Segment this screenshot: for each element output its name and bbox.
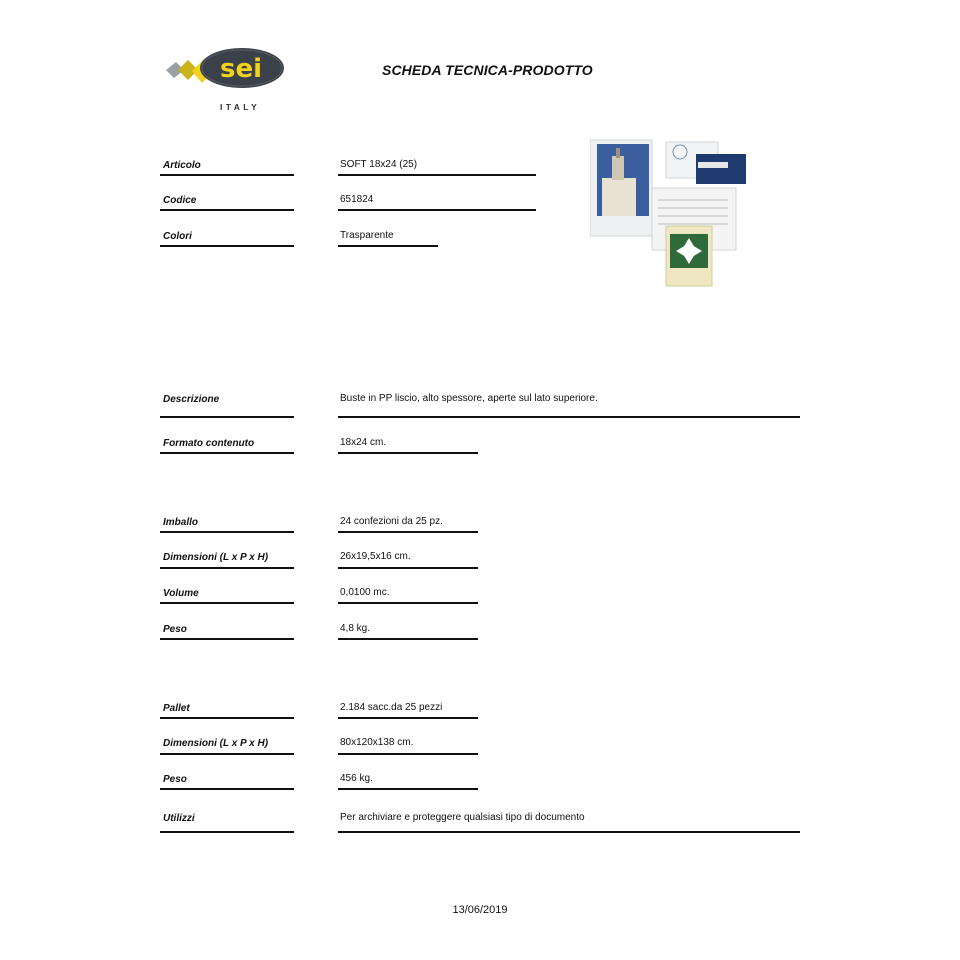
rule-value-volume xyxy=(338,602,478,604)
rule-label-peso-imballo xyxy=(160,638,294,640)
value-descrizione: Buste in PP liscio, alto spessore, aperte sul lato superiore. xyxy=(340,393,598,404)
label-volume: Volume xyxy=(163,588,199,599)
label-formato-contenuto: Formato contenuto xyxy=(163,438,255,449)
rule-label-pallet xyxy=(160,717,294,719)
rule-label-codice xyxy=(160,209,294,211)
rule-value-descrizione xyxy=(338,416,800,418)
rule-label-utilizzi xyxy=(160,831,294,833)
rule-label-imballo xyxy=(160,531,294,533)
rule-value-imballo xyxy=(338,531,478,533)
rule-value-dimensioni-imballo xyxy=(338,567,478,569)
label-descrizione: Descrizione xyxy=(163,394,220,405)
value-imballo: 24 confezioni da 25 pz. xyxy=(340,516,443,527)
rule-value-peso-pallet xyxy=(338,788,478,790)
rule-label-colori xyxy=(160,245,294,247)
rule-label-dimensioni-imballo xyxy=(160,567,294,569)
value-formato-contenuto: 18x24 cm. xyxy=(340,437,387,448)
label-peso-pallet: Peso xyxy=(163,774,187,785)
rule-value-dimensioni-pallet xyxy=(338,753,478,755)
value-pallet: 2.184 sacc.da 25 pezzi xyxy=(340,702,443,713)
rule-value-colori xyxy=(338,245,438,247)
label-dimensioni-pallet: Dimensioni (L x P x H) xyxy=(163,738,269,749)
product-photo xyxy=(590,138,750,288)
rule-value-formato xyxy=(338,452,478,454)
rule-value-codice xyxy=(338,209,536,211)
value-utilizzi: Per archiviare e proteggere qualsiasi tipo di documento xyxy=(340,812,585,823)
rule-label-formato xyxy=(160,452,294,454)
rule-value-peso-imballo xyxy=(338,638,478,640)
value-codice: 651824 xyxy=(340,194,374,205)
logo-subtitle: ITALY xyxy=(220,102,261,112)
label-colori: Colori xyxy=(163,231,192,242)
rule-label-dimensioni-pallet xyxy=(160,753,294,755)
rule-value-articolo xyxy=(338,174,536,176)
page-title: SCHEDA TECNICA-PRODOTTO xyxy=(382,62,593,78)
value-peso-pallet: 456 kg. xyxy=(340,773,373,784)
logo-text: sei xyxy=(220,54,263,84)
sei-logo-mark xyxy=(162,44,292,102)
label-pallet: Pallet xyxy=(163,703,190,714)
rule-label-volume xyxy=(160,602,294,604)
label-utilizzi: Utilizzi xyxy=(163,813,195,824)
label-imballo: Imballo xyxy=(163,517,199,528)
value-volume: 0,0100 mc. xyxy=(340,587,390,598)
value-dimensioni-pallet: 80x120x138 cm. xyxy=(340,737,414,748)
value-peso-imballo: 4,8 kg. xyxy=(340,623,371,634)
label-peso-imballo: Peso xyxy=(163,624,187,635)
value-dimensioni-imballo: 26x19,5x16 cm. xyxy=(340,551,411,562)
footer-date: 13/06/2019 xyxy=(452,904,508,916)
rule-label-descrizione xyxy=(160,416,294,418)
value-colori: Trasparente xyxy=(340,230,394,241)
label-dimensioni-imballo: Dimensioni (L x P x H) xyxy=(163,552,269,563)
label-articolo: Articolo xyxy=(163,160,201,171)
rule-label-peso-pallet xyxy=(160,788,294,790)
label-codice: Codice xyxy=(163,195,197,206)
rule-value-pallet xyxy=(338,717,478,719)
rule-label-articolo xyxy=(160,174,294,176)
rule-value-utilizzi xyxy=(338,831,800,833)
value-articolo: SOFT 18x24 (25) xyxy=(340,159,418,170)
sei-logo xyxy=(162,44,292,116)
